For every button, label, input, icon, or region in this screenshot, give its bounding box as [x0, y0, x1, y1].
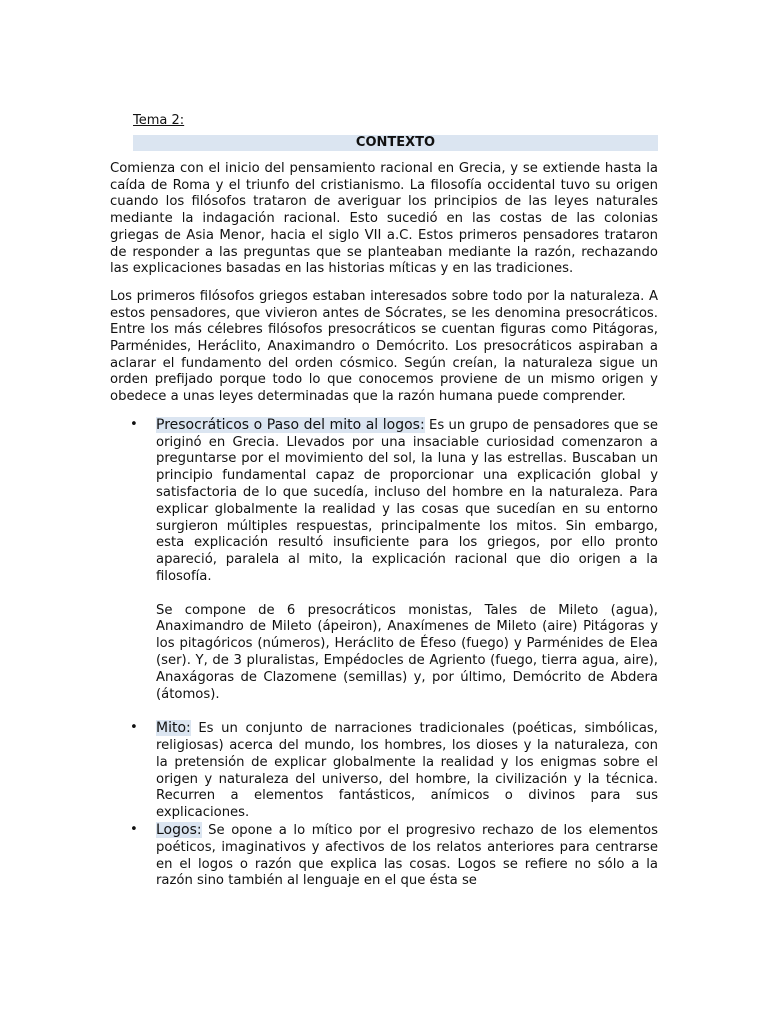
term-logos: Logos: — [156, 821, 202, 838]
list-item — [110, 822, 658, 890]
definition-text: Es un conjunto de narraciones tradicionales (poéticas, simbólicas, religiosas) acerca del mundo, los hombres, los dioses y la naturaleza, con la pretensión de explicar globalmente la realidad y los enigmas sobre el origen y naturaleza del universo, del hombre, la civilización y la técnica. Recurren a elementos fantásticos, anímicos o divinos para sus explicaciones. — [156, 721, 658, 821]
intro-paragraph: Comienza con el inicio del pensamiento racional en Grecia, y se extiende hasta la caída de Roma y el triunfo del cristianismo. La filosofía occidental tuvo su origen cuando los filósofos trataron de averiguar los principios de las leyes naturales mediante la indagación racional. Esto sucedió en las costas de las colonias griegas de Asia Menor, hacia el siglo VII a.C. Estos primeros pensadores trataron de responder a las preguntas que se planteaban mediante la razón, rechazando las explicaciones basadas en las historias míticas y en las tradiciones. — [110, 161, 658, 277]
bullet-list — [110, 417, 658, 890]
bullet-icon: • — [130, 821, 138, 837]
definition-text: Se opone a lo mítico por el progresivo rechazo de los elementos poéticos, imaginativos y afectivos de los relatos anteriores para centrarse en el logos o razón que explica las cosas. Logos se refiere no sólo a la razón sino también al lenguaje en el que ésta se — [156, 822, 658, 889]
list-item — [110, 417, 658, 704]
topic-label: Tema 2: — [133, 113, 185, 128]
bullet-icon: • — [130, 416, 138, 432]
section-heading: CONTEXTO — [133, 135, 658, 151]
term-mito: Mito: — [156, 720, 191, 737]
term-presocraticos: Presocráticos o Paso del mito al logos: — [156, 416, 425, 433]
list-item-extra: Se compone de 6 presocráticos monistas, Tales de Mileto (agua), Anaximandro de Mileto (ápeiron), Anaxímenes de Mileto (aire) Pitágoras y los pitagóricos (números), Heráclito de Éfeso (fuego) y Parménides de Elea (ser). Y, de 3 pluralistas, Empédocles de Agriento (fuego, tierra agua, aire), Anaxágoras de Clazomene (semillas) y, por último, Demócrito de Abdera (átomos). — [156, 602, 658, 702]
definition-text: Es un grupo de pensadores que se originó en Grecia. Llevados por una insaciable curiosidad comenzaron a preguntarse por el movimiento del sol, la luna y las estrellas. Buscaban un principio fundamental capaz de proporcionar una explicación global y satisfactoria de lo que sucedía, incluso del hombre en la naturaleza. Para explicar globalmente la realidad y las cosas que sucedían en su entorno surgieron múltiples respuestas, principalmente los mitos. Sin embargo, esta explicación resultó insuficiente para los griegos, por ello pronto apareció, paralela al mito, la explicación racional que dio origen a la filosofía. — [156, 417, 659, 585]
list-item-body — [156, 720, 658, 822]
presocratics-paragraph: Los primeros filósofos griegos estaban interesados sobre todo por la naturaleza. A estos pensadores, que vivieron antes de Sócrates, se les denomina presocráticos. Entre los más célebres filósofos presocráticos se cuentan figuras como Pitágoras, Parménides, Heráclito, Anaximandro o Demócrito. Los presocráticos aspiraban a aclarar el fundamento del orden cósmico. Según creían, la naturaleza sigue un orden prefijado porque todo lo que conocemos proviene de un mismo origen y obedece a unas leyes determinadas que la razón humana puede comprender. — [110, 288, 658, 405]
bullet-icon: • — [130, 720, 138, 736]
list-item — [110, 720, 658, 822]
list-item-body — [156, 417, 658, 586]
list-item-body — [156, 822, 658, 890]
